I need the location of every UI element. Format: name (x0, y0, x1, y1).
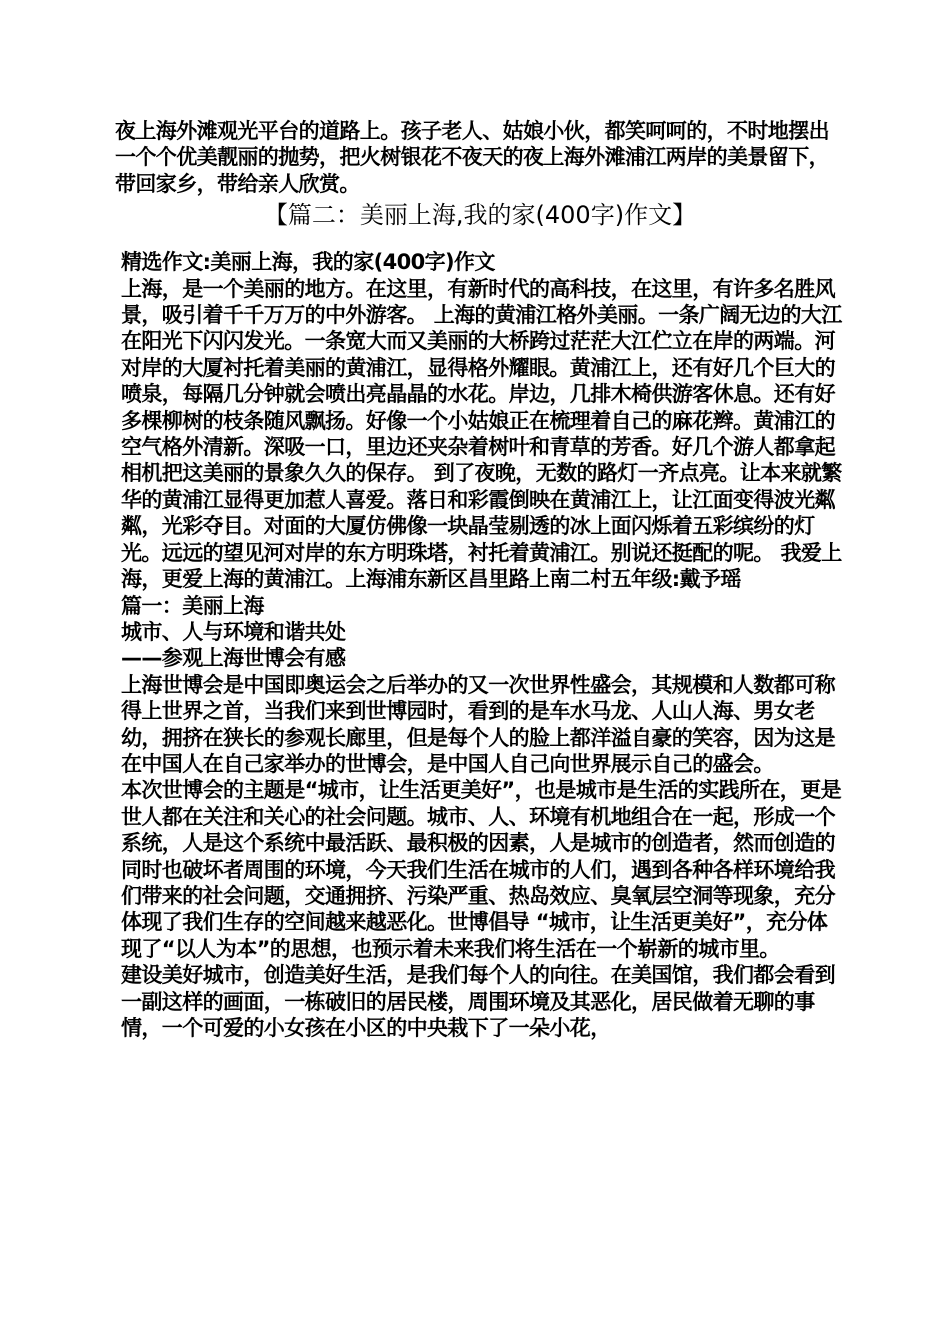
essay-body: 上海，是一个美丽的地方。在这里，有新时代的高科技，在这里，有许多名胜风景，吸引着千千万万的中外游客。 上海的黄浦江格外美丽。一条广阔无边的大江在阳光下闪闪发光。一条宽大而又美丽的大桥跨过茫茫大江伫立在岸的两端。河对岸的大厦衬托着美丽的黄浦江，显得格外耀眼。黄浦江上，还有好几个巨大的喷泉，每隔几分钟就会喷出亮晶晶的水花。岸边，几排木椅供游客休息。还有好多棵柳树的枝条随风飘扬。好像一个小姑娘正在梳理着自己的麻花辫。黄浦江的空气格外清新。深吸一口，里边还夹杂着树叶和青草的芳香。好几个游人都拿起相机把这美丽的景象久久的保存。 到了夜晚，无数的路灯一齐点亮。让本来就繁华的黄浦江显得更加惹人喜爱。落日和彩霞倒映在黄浦江上，让江面变得波光粼粼，光彩夺目。对面的大厦仿佛像一块晶莹剔透的冰上面闪烁着五彩缤纷的灯光。远远的望见河对岸的东方明珠塔，衬托着黄浦江。别说还挺配的呢。 我爱上海，更爱上海的黄浦江。上海浦东新区昌里路上南二村五年级:戴予瑶 (121, 276, 842, 592)
section-heading: 【篇二：美丽上海,我的家(400字)作文】 (263, 201, 697, 230)
piece-subtitle: ——参观上海世博会有感 (121, 646, 346, 671)
essay-title: 精选作文:美丽上海，我的家(400字)作文 (121, 250, 495, 275)
piece-label: 篇一：美丽上海 (121, 593, 264, 618)
paragraph-2: 本次世博会的主题是“城市，让生活更美好”，也是城市是生活的实践所在，更是世人都在关注和关心的社会问题。城市、人、环境有机地组合在一起，形成一个系统，人是这个系统中最活跃、最积极的因素，人是城市的创造者，然而创造的同时也破坏者周围的环境，今天我们生活在城市的人们，遇到各种各样环境给我们带来的社会问题，交通拥挤、污染严重、热岛效应、臭氧层空洞等现象，充分体现了我们生存的空间越来越恶化。世博倡导 “城市，让生活更美好”，充分体现了“以人为本”的思想，也预示着未来我们将生活在一个崭新的城市里。 (121, 778, 842, 961)
intro-paragraph: 夜上海外滩观光平台的道路上。孩子老人、姑娘小伙，都笑呵呵的，不时地摆出一个个优美靓丽的抛势，把火树银花不夜天的夜上海外滩浦江两岸的美景留下，带回家乡，带给亲人欣赏。 (115, 119, 829, 196)
piece-title: 城市、人与环境和谐共处 (121, 619, 346, 644)
document-content (115, 118, 845, 1041)
paragraph-3: 建设美好城市，创造美好生活，是我们每个人的向往。在美国馆，我们都会看到一副这样的画面，一栋破旧的居民楼，周围环境及其恶化，居民做着无聊的事情，一个可爱的小女孩在小区的中央栽下了一朵小花， (121, 963, 835, 1040)
paragraph-1: 上海世博会是中国即奥运会之后举办的又一次世界性盛会，其规模和人数都可称得上世界之首，当我们来到世博园时，看到的是车水马龙、人山人海、男女老幼，拥挤在狭长的参观长廊里，但是每个人的脸上都洋溢自豪的笑容，因为这是在中国人在自己家举办的世博会，是中国人自己向世界展示自己的盛会。 (121, 672, 835, 776)
